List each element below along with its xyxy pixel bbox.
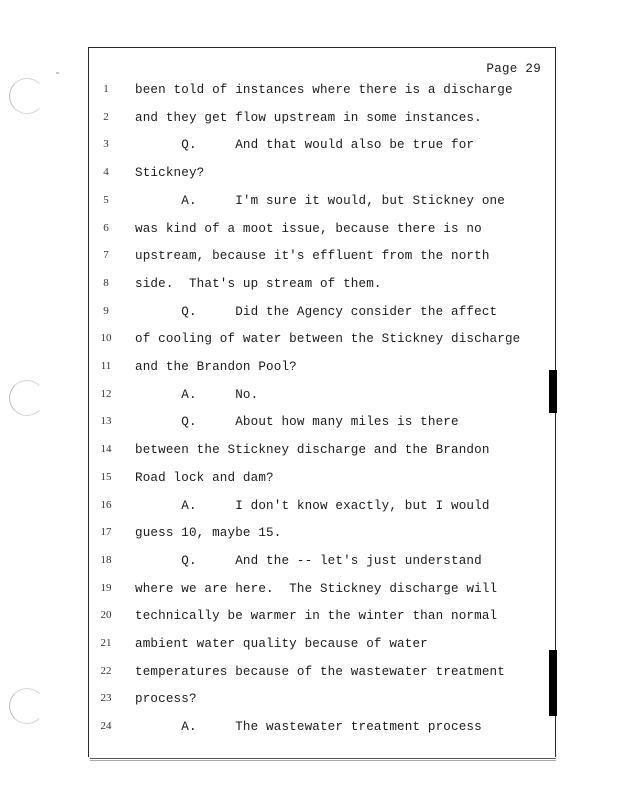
line-text: process? [135,692,197,707]
line-text: of cooling of water between the Stickney discharge [135,332,521,347]
page-bottom-rule [90,758,556,761]
transcript-line [0,194,560,214]
line-number: 4 [103,166,109,179]
transcript-line [0,554,560,574]
line-text: technically be warmer in the winter than normal [135,609,498,624]
transcript-line [0,83,560,103]
line-number: 21 [100,637,112,649]
line-text: between the Stickney discharge and the Brandon [135,443,490,458]
page-number: Page 29 [486,62,541,76]
transcript-line [0,471,560,491]
transcript-line [0,138,560,158]
transcript-line [0,332,560,352]
line-number: 3 [103,138,109,151]
transcript-line [0,111,560,131]
line-number: 13 [100,415,112,428]
line-text: upstream, because it's effluent from the north [135,249,490,264]
transcript-line [0,665,560,685]
line-number: 18 [100,553,112,566]
line-number: 20 [100,609,112,622]
transcript-line [0,360,560,380]
line-text: side. That's up stream of them. [135,276,382,291]
transcript-line [0,305,560,325]
line-text: was kind of a moot issue, because there is no [135,221,482,236]
line-number: 10 [100,332,112,345]
line-number: 24 [100,720,112,733]
transcript-line [0,692,560,712]
line-number: 12 [100,387,112,400]
line-text: where we are here. The Stickney discharge will [135,581,498,596]
line-text: Q. And the -- let's just understand [135,553,482,568]
line-text: and they get flow upstream in some instances. [135,110,482,125]
transcript-line [0,582,560,602]
transcript-line [0,443,560,463]
line-text: been told of instances where there is a discharge [135,83,513,97]
line-text: guess 10, maybe 15. [135,526,282,541]
line-text: A. I don't know exactly, but I would [135,498,490,513]
line-text: ambient water quality because of water [135,637,428,651]
line-number: 22 [100,664,112,677]
line-text: Stickney? [135,166,205,181]
line-number: 5 [103,193,109,206]
line-text: temperatures because of the wastewater treatment [135,664,505,679]
transcript-line [0,249,560,269]
line-number: 19 [100,581,112,594]
line-text: A. No. [135,387,259,402]
line-number: 1 [103,83,109,95]
line-number: 2 [103,110,109,123]
line-text: Road lock and dam? [135,470,274,485]
line-number: 15 [100,470,112,483]
line-number: 7 [103,249,109,262]
transcript-line [0,720,560,740]
line-number: 23 [100,692,112,705]
transcript-line [0,388,560,408]
transcript-line [0,609,560,629]
line-text: Q. And that would also be true for [135,138,475,153]
line-number: 9 [103,304,109,317]
transcript-line [0,637,560,657]
line-text: Q. About how many miles is there [135,415,459,430]
line-number: 11 [100,360,112,372]
line-text: A. I'm sure it would, but Stickney one [135,193,505,208]
scan-speck [56,72,59,74]
line-number: 6 [103,221,109,234]
transcript-line [0,526,560,546]
transcript-line [0,499,560,519]
line-text: and the Brandon Pool? [135,360,297,374]
transcript-line [0,166,560,186]
line-number: 16 [100,498,112,511]
line-number: 8 [103,276,109,289]
line-text: Q. Did the Agency consider the affect [135,304,498,319]
transcript-line [0,415,560,435]
line-number: 14 [100,443,112,456]
line-text: A. The wastewater treatment process [135,720,482,735]
transcript-line [0,222,560,242]
line-number: 17 [100,526,112,539]
transcript-line [0,277,560,297]
